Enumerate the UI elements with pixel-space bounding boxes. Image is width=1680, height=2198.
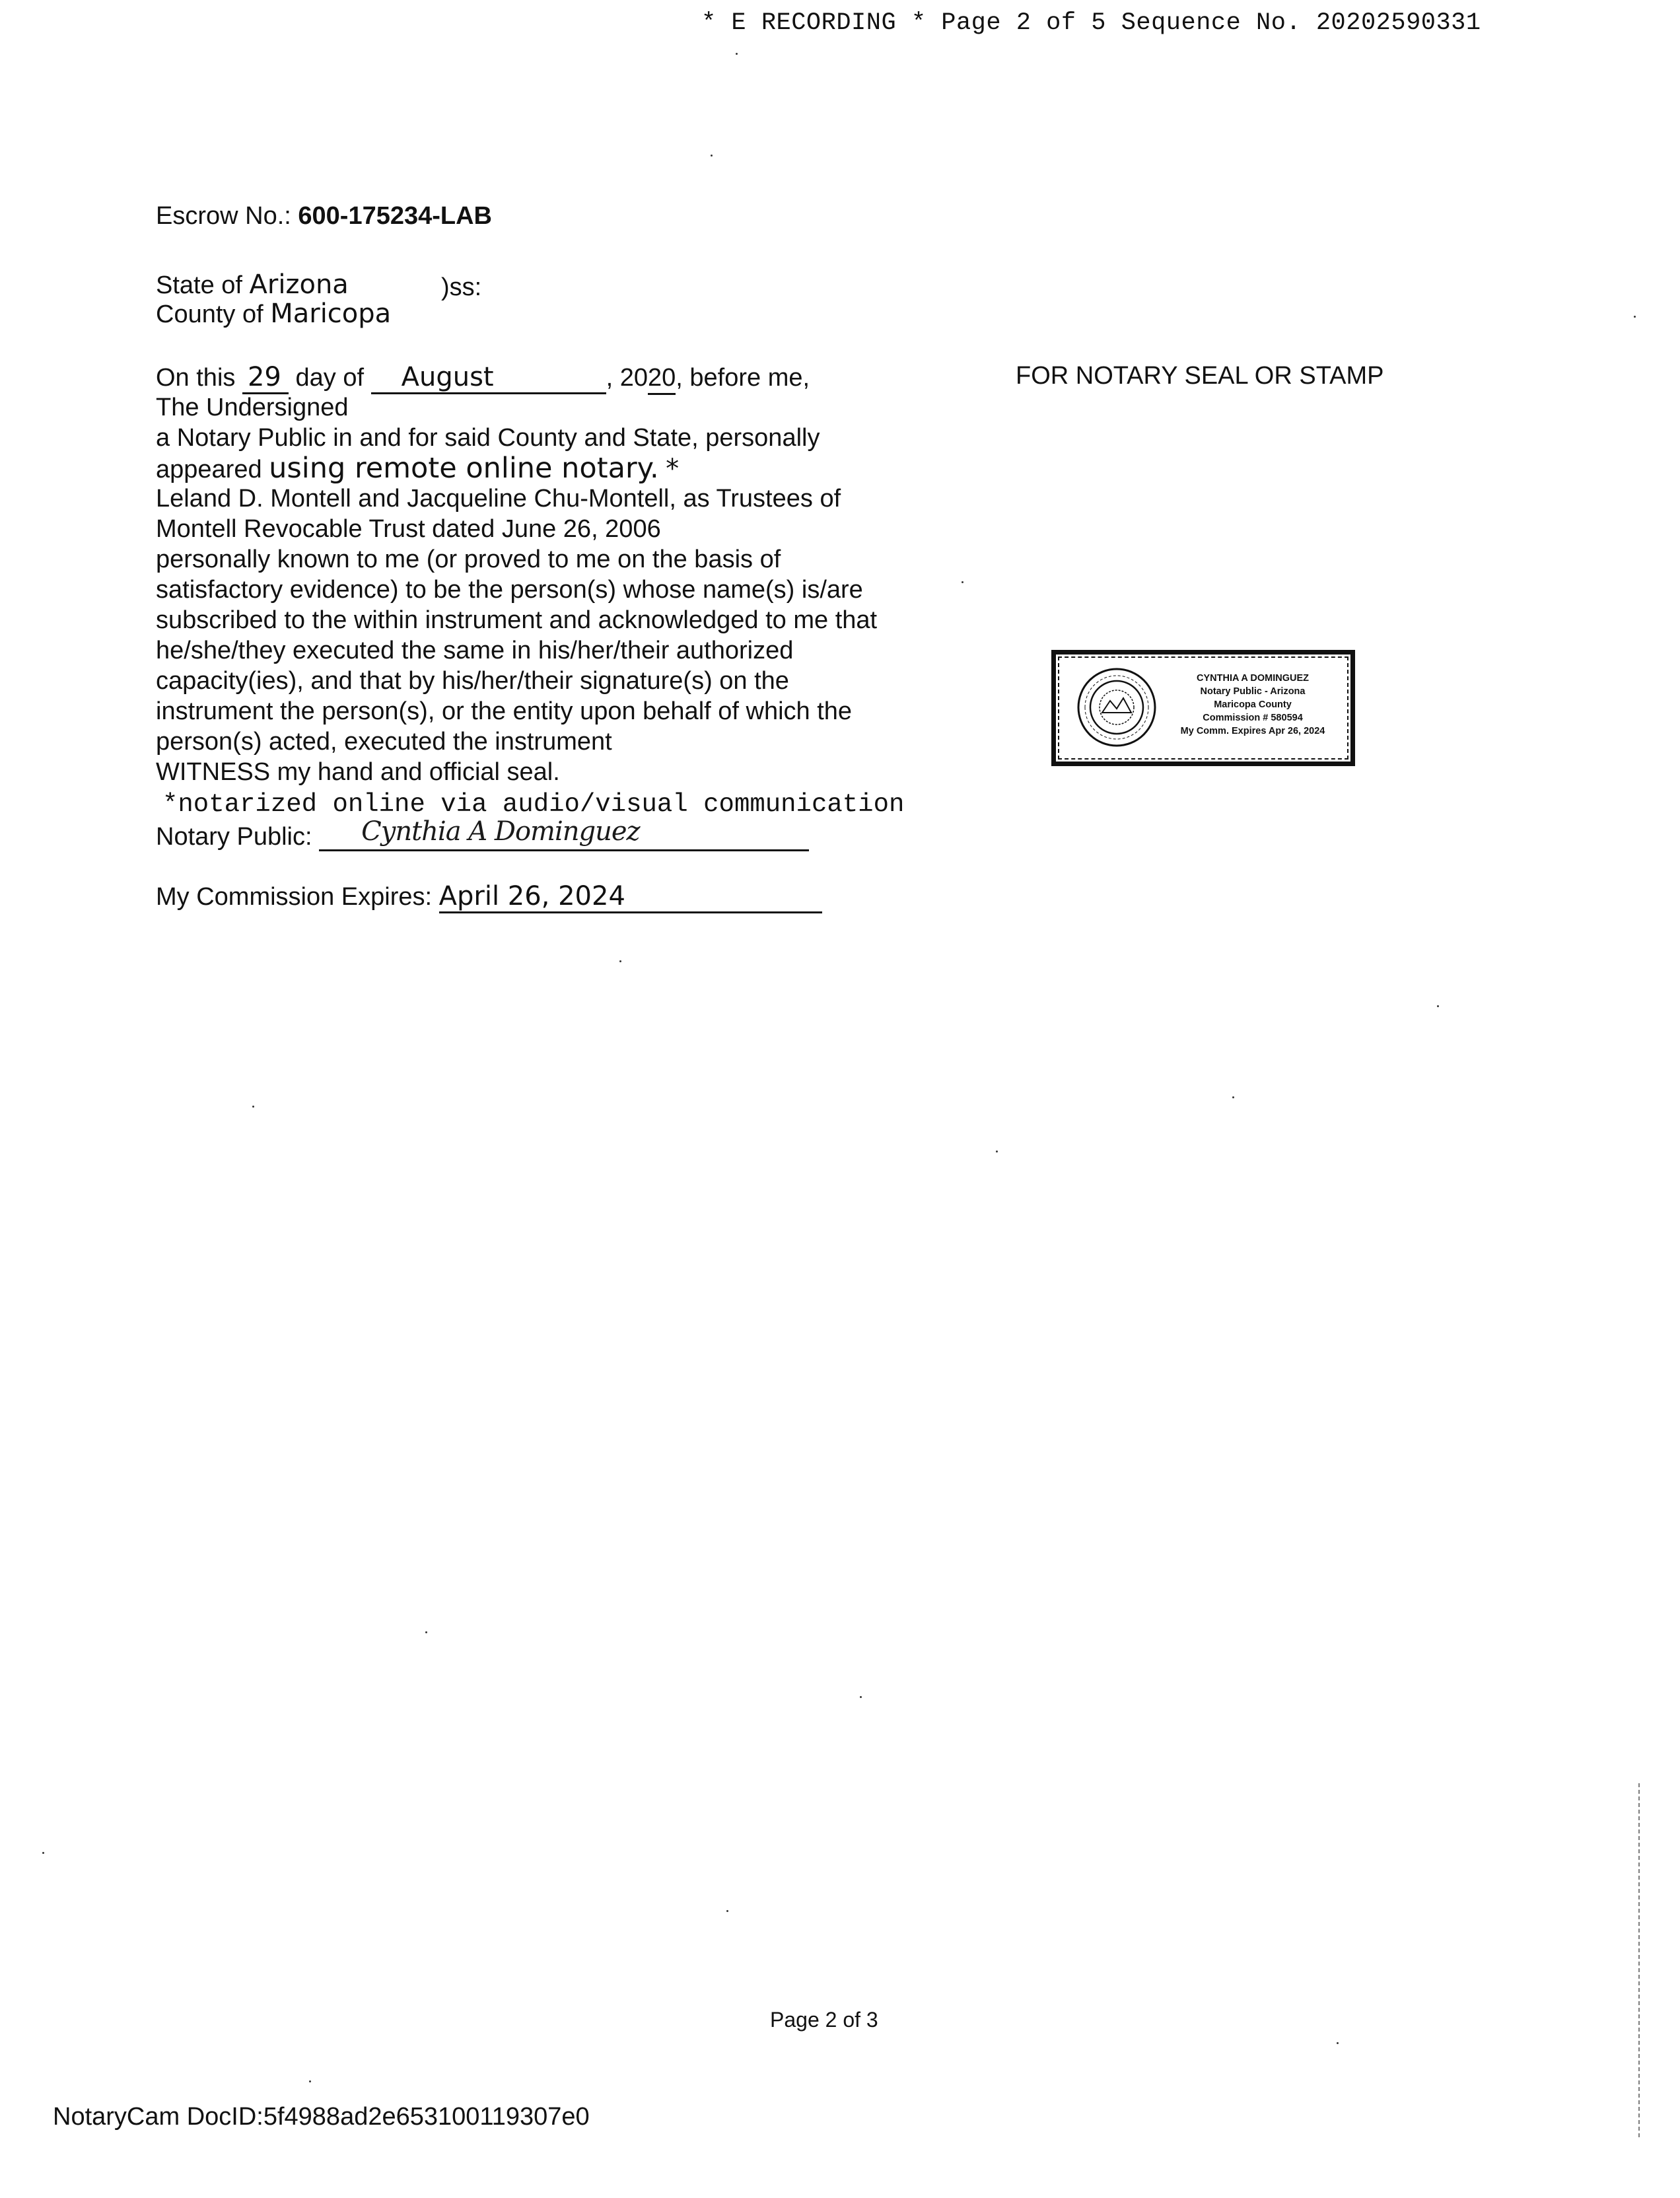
commission-value: April 26, 2024 — [439, 881, 822, 913]
county-value: Maricopa — [270, 299, 392, 329]
scan-speck — [736, 53, 738, 55]
county-line — [156, 299, 391, 330]
signature-line — [319, 816, 809, 851]
state-value: Arizona — [249, 269, 349, 300]
ack-line: personally known to me (or proved to me on the basis of — [156, 546, 781, 573]
scan-speck — [1232, 1096, 1234, 1098]
state-label: State of — [156, 271, 242, 299]
escrow-value: 600-175234-LAB — [298, 202, 492, 230]
scan-speck — [425, 1631, 427, 1633]
county-label: County of — [156, 301, 263, 328]
acknowledgment-paragraph — [156, 362, 877, 787]
commission-expires-line — [156, 881, 822, 913]
scan-speck — [726, 1910, 728, 1912]
escrow-label: Escrow No.: — [156, 202, 291, 230]
appeared-line — [156, 453, 877, 483]
seal-area-label: FOR NOTARY SEAL OR STAMP — [1016, 362, 1384, 390]
ack-line: subscribed to the within instrument and acknowledged to me that — [156, 606, 878, 634]
scan-speck — [252, 1106, 254, 1108]
scan-speck — [711, 155, 713, 157]
remote-asterisk: * — [666, 454, 680, 484]
appeared-text: appeared — [156, 456, 262, 483]
scan-speck — [1634, 316, 1636, 318]
scan-speck — [309, 2080, 311, 2082]
stamp-text — [1154, 672, 1352, 738]
scan-speck — [996, 1151, 998, 1152]
ack-line: capacity(ies), and that by his/her/their signature(s) on the — [156, 667, 789, 695]
escrow-number — [156, 202, 492, 230]
on-this-text: On this — [156, 364, 236, 392]
ack-line: instrument the person(s), or the entity upon behalf of which the — [156, 697, 853, 725]
month-value: August — [371, 362, 606, 394]
state-seal-icon — [1076, 666, 1158, 748]
stamp-commission: Commission # 580594 — [1203, 713, 1303, 723]
year-suffix: 20 — [648, 363, 676, 395]
notary-signature: Cynthia A Dominguez — [361, 816, 640, 847]
notarized-online-note: *notarized online via audio/visual communication — [162, 790, 905, 819]
signers-line: Leland D. Montell and Jacqueline Chu-Montell, as Trustees of — [156, 485, 841, 513]
date-line — [156, 362, 877, 392]
witness-line: WITNESS my hand and official seal. — [156, 758, 560, 786]
scan-speck — [962, 581, 963, 583]
remote-notary-text: using remote online notary. — [269, 452, 659, 485]
page-number: Page 2 of 3 — [770, 2008, 878, 2032]
notary-public-label: Notary Public: — [156, 823, 312, 851]
ack-line: a Notary Public in and for said County and State, personally — [156, 424, 820, 452]
day-value: 29 — [242, 362, 289, 394]
notary-public-line — [156, 816, 809, 851]
state-line — [156, 269, 349, 301]
stamp-title: Notary Public - Arizona — [1200, 686, 1306, 697]
scan-speck — [42, 1852, 44, 1854]
day-of-text: day of — [295, 364, 365, 392]
document-id: NotaryCam DocID:5f4988ad2e653100119307e0 — [53, 2103, 590, 2131]
commission-label: My Commission Expires: — [156, 883, 433, 911]
ack-line: person(s) acted, executed the instrument — [156, 728, 612, 756]
officer-name: The Undersigned — [156, 394, 349, 421]
stamp-county: Maricopa County — [1214, 699, 1292, 710]
scan-speck — [1437, 1005, 1439, 1007]
scan-speck — [619, 960, 621, 962]
scan-speck — [1337, 2042, 1339, 2044]
stamp-name: CYNTHIA A DOMINGUEZ — [1197, 673, 1309, 684]
notary-stamp — [1051, 650, 1355, 766]
scan-edge-mark — [1638, 1783, 1640, 2140]
scan-speck — [860, 1696, 862, 1698]
ack-line: he/she/they executed the same in his/her/their authorized — [156, 637, 794, 664]
trust-line: Montell Revocable Trust dated June 26, 2006 — [156, 515, 661, 543]
ss-marker: )ss: — [441, 273, 482, 301]
stamp-expiry: My Comm. Expires Apr 26, 2024 — [1180, 726, 1325, 736]
before-me-text: , before me, — [676, 364, 810, 392]
ack-line: satisfactory evidence) to be the person(s) whose name(s) is/are — [156, 576, 863, 604]
year-prefix: , 20 — [606, 364, 648, 392]
recording-header: * E RECORDING * Page 2 of 5 Sequence No. 20202590331 — [701, 9, 1481, 37]
